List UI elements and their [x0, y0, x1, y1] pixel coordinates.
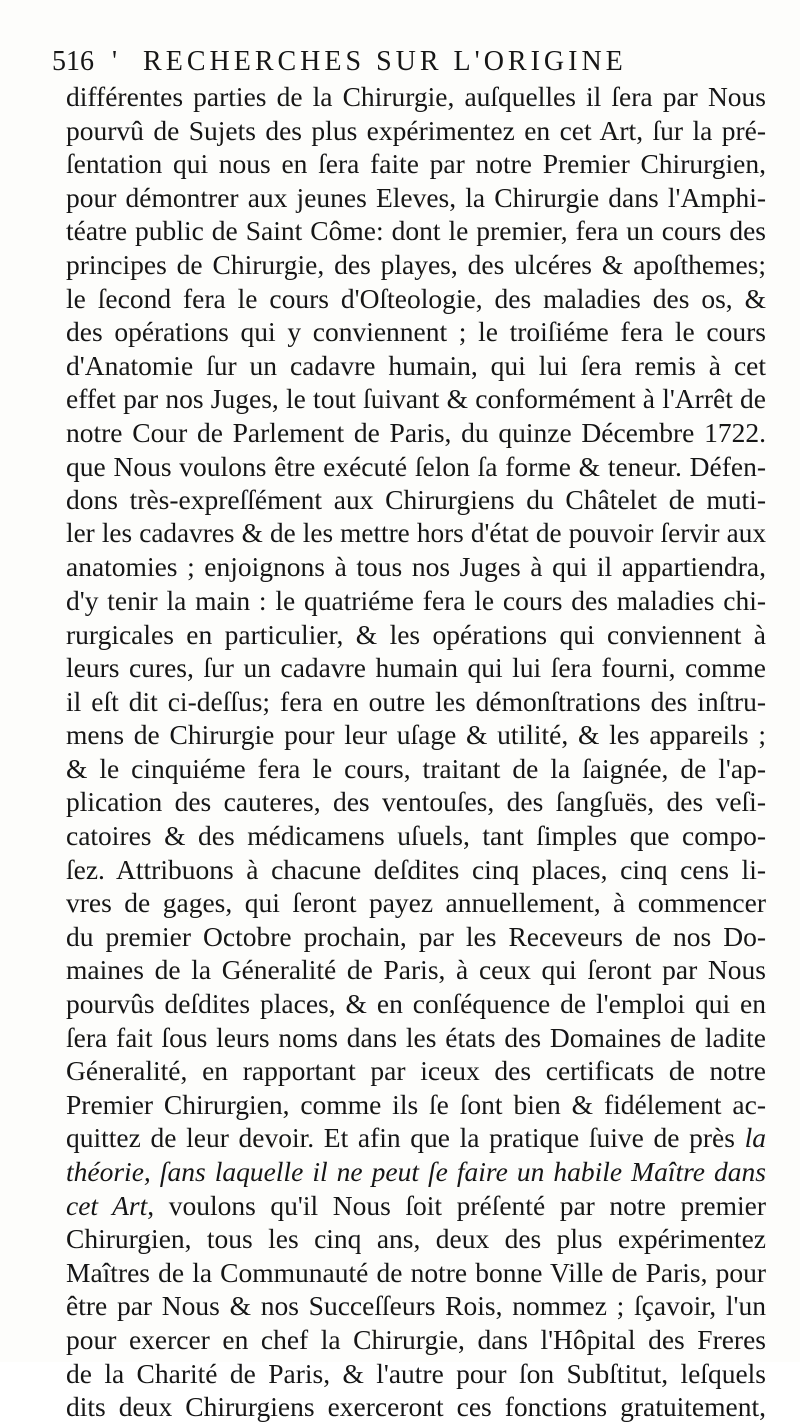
text-line — [66, 147, 766, 181]
text-segment: catoires & des médicamens uſuels, tant ſimples que compo- — [66, 820, 766, 852]
text-segment: pour exercer en chef la Chirurgie, dans l'Hôpital des Freres — [66, 1323, 766, 1355]
text-segment: , voulons qu'il Nous ſoit préſenté par notre premier — [147, 1189, 766, 1221]
text-segment: dons très-expreſſément aux Chirurgiens du Châtelet de muti- — [66, 484, 766, 516]
text-segment: notre Cour de Parlement de Paris, du quinze Décembre 1722. — [66, 416, 766, 448]
text-line — [66, 517, 766, 551]
text-line — [66, 1021, 766, 1055]
text-line — [66, 1155, 766, 1189]
italic-segment: théorie, ſans laquelle il ne peut ſe faire un habile Maître dans — [66, 1156, 766, 1187]
text-segment: que Nous voulons être exécuté ſelon ſa forme & teneur. Défen- — [66, 450, 766, 482]
text-line — [66, 181, 766, 215]
text-segment: pourvûs deſdites places, & en conſéquence de l'emploi qui en — [66, 988, 766, 1020]
text-line — [66, 550, 766, 584]
text-segment: leurs cures, ſur un cadavre humain qui lui ſera fourni, comme — [66, 652, 766, 684]
text-segment: le ſecond fera le cours d'Oſteologie, des maladies des os, & — [66, 282, 766, 314]
text-segment: Maîtres de la Communauté de notre bonne Ville de Paris, pour — [66, 1256, 766, 1288]
text-segment: téatre public de Saint Côme: dont le premier, fera un cours des — [66, 215, 766, 247]
text-line — [66, 483, 766, 517]
text-line — [66, 315, 766, 349]
text-segment: & le cinquiéme fera le cours, traitant de la ſaignée, de l'ap- — [66, 752, 766, 784]
text-segment: ſentation qui nous en ſera faite par notre Premier Chirurgien, — [66, 148, 766, 180]
text-segment: principes de Chirurgie, des playes, des ulcéres & apoſthemes; — [66, 248, 766, 280]
text-line — [66, 618, 766, 652]
text-segment: Chirurgien, tous les cinq ans, deux des plus expérimentez — [66, 1223, 766, 1255]
text-segment: ſez. Attribuons à chacune deſdites cinq places, cinq cens li- — [66, 853, 766, 885]
text-line — [66, 651, 766, 685]
text-segment: ler les cadavres & de les mettre hors d'état de pouvoir ſervir aux — [66, 517, 766, 548]
text-line — [66, 382, 766, 416]
text-line — [66, 853, 766, 887]
text-line — [66, 349, 766, 383]
text-line — [66, 1256, 766, 1290]
text-segment: rurgicales en particulier, & les opérations qui conviennent à — [66, 618, 766, 650]
text-line — [66, 987, 766, 1021]
text-segment: ſera fait ſous leurs noms dans les états des Domaines de ladite — [66, 1021, 766, 1053]
text-segment: d'Anatomie ſur un cadavre humain, qui lui ſera remis à cet — [66, 349, 766, 381]
text-line — [66, 718, 766, 752]
text-line — [66, 886, 766, 920]
text-line — [66, 920, 766, 954]
text-segment: anatomies ; enjoignons à tous nos Juges à qui il appartiendra, — [66, 551, 766, 583]
page-number: 516 — [52, 46, 94, 77]
text-line — [66, 1323, 766, 1357]
text-line — [66, 450, 766, 484]
text-line — [66, 282, 766, 316]
text-line — [66, 1121, 766, 1155]
text-segment: quittez de leur devoir. Et afin que la pratique ſuive de près — [66, 1122, 745, 1154]
text-line — [66, 416, 766, 450]
text-segment: pour démontrer aux jeunes Eleves, la Chirurgie dans l'Amphi- — [66, 181, 766, 213]
text-line — [66, 584, 766, 618]
text-line — [66, 953, 766, 987]
text-line — [66, 819, 766, 853]
text-line — [66, 752, 766, 786]
text-line — [66, 785, 766, 819]
text-line — [66, 1390, 766, 1424]
text-segment: d'y tenir la main : le quatriéme fera le cours des maladies chi- — [66, 584, 766, 616]
text-segment: mens de Chirurgie pour leur uſage & utilité, & les appareils ; — [66, 719, 766, 751]
text-line — [66, 1289, 766, 1323]
running-head-title: RECHERCHES SUR L'ORIGINE — [143, 46, 627, 77]
text-segment: pourvû de Sujets des plus expérimentez en cet Art, ſur la pré- — [66, 114, 766, 146]
running-head-mark: ' — [112, 46, 122, 77]
text-segment: du premier Octobre prochain, par les Receveurs de nos Do- — [66, 920, 766, 952]
text-segment: Premier Chirurgien, comme ils ſe ſont bien & fidélement ac- — [66, 1088, 766, 1120]
text-segment: des opérations qui y conviennent ; le troiſiéme fera le cours — [66, 316, 766, 348]
text-line — [66, 248, 766, 282]
text-segment: plication des cauteres, des ventouſes, des ſangſuës, des veſi- — [66, 786, 766, 818]
italic-segment: cet Art — [66, 1189, 148, 1221]
text-segment: effet par nos Juges, le tout ſuivant & conformément à l'Arrêt de — [66, 383, 766, 415]
text-line — [66, 114, 766, 148]
body-text — [66, 80, 766, 1424]
text-segment: vres de gages, qui ſeront payez annuellement, à commencer — [66, 887, 766, 919]
text-line — [66, 80, 766, 114]
text-line — [66, 1222, 766, 1256]
text-line — [66, 214, 766, 248]
text-segment: maines de la Géneralité de Paris, à ceux qui ſeront par Nous — [66, 954, 766, 986]
text-segment: il eſt dit ci-deſſus; fera en outre les démonſtrations des inſtru- — [66, 685, 766, 717]
text-segment: dits deux Chirurgiens exerceront ces fonctions gratuitement, — [66, 1391, 766, 1423]
text-segment: être par Nous & nos Succeſſeurs Rois, nommez ; ſçavoir, l'un — [66, 1290, 766, 1322]
text-segment: de la Charité de Paris, & l'autre pour ſon Subſtitut, leſquels — [66, 1357, 766, 1389]
text-segment: Géneralité, en rapportant par iceux des certificats de notre — [66, 1055, 766, 1087]
italic-segment: la — [744, 1122, 766, 1154]
text-line — [66, 685, 766, 719]
text-line — [66, 1189, 766, 1223]
text-line — [66, 1054, 766, 1088]
text-segment: différentes parties de la Chirurgie, auſquelles il ſera par Nous — [66, 81, 766, 112]
text-line — [66, 1088, 766, 1122]
running-head — [52, 40, 792, 84]
